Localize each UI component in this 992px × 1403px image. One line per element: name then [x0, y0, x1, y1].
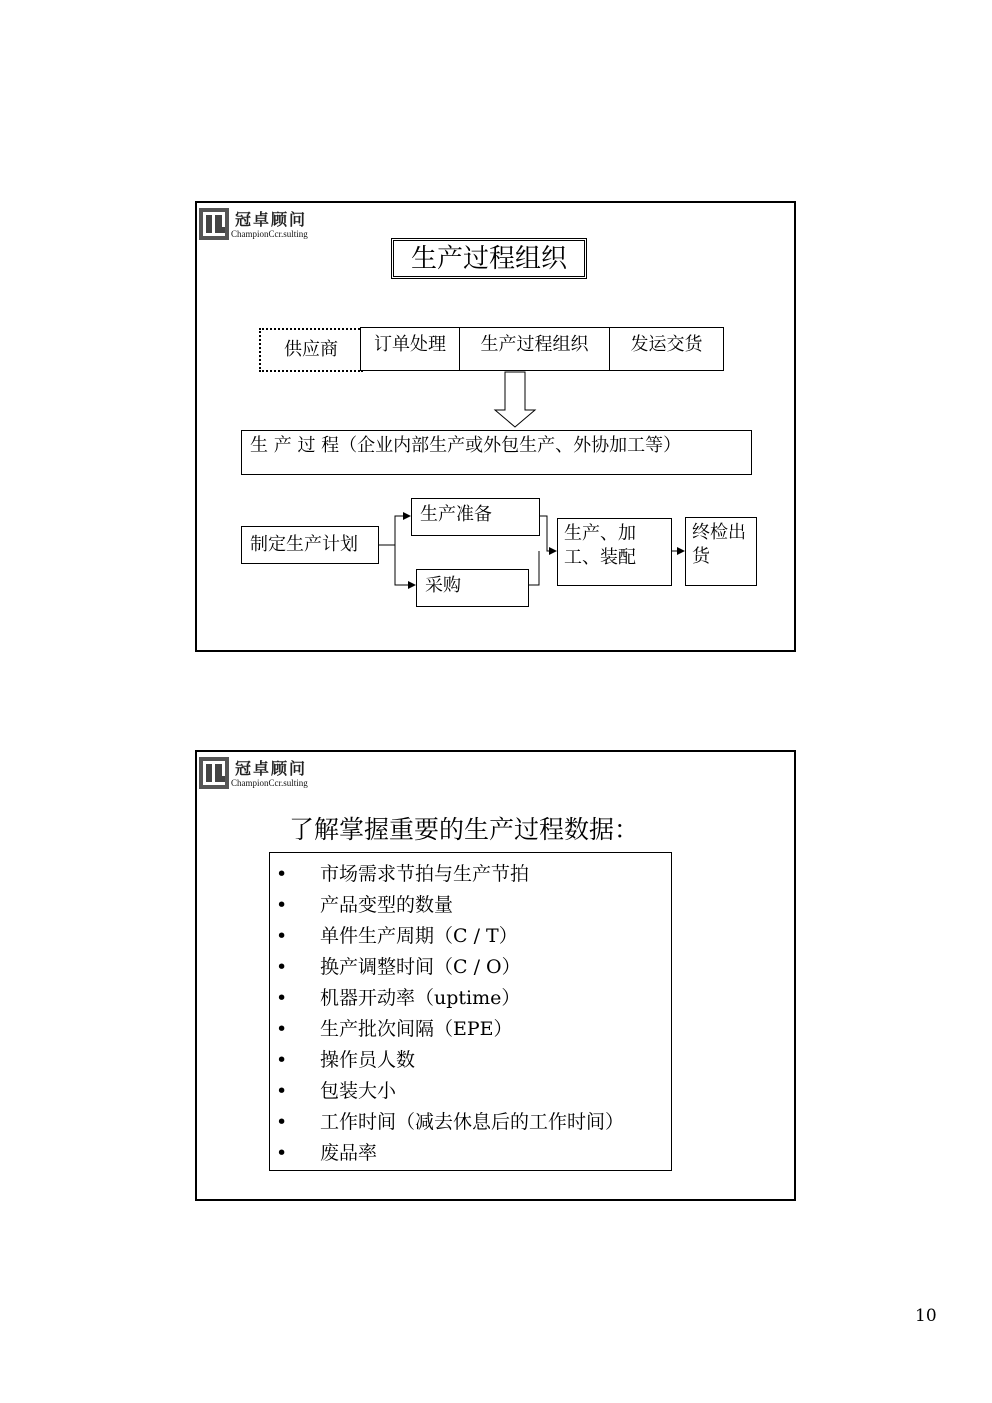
slide-production-organization — [195, 201, 796, 652]
logo-english-name: ChampionCcr.sulting — [231, 229, 308, 239]
logo-mark-icon — [199, 757, 229, 789]
list-item: • 机器开动率（uptime） — [270, 984, 671, 1012]
production-process-bar: 生 产 过 程（企业内部生产或外包生产、外协加工等） — [241, 430, 752, 475]
list-item: • 废品率 — [270, 1139, 671, 1167]
bullet-icon: • — [276, 925, 288, 947]
flow-produce-process-assemble: 生产、加工、装配 — [557, 518, 672, 586]
slide-production-data — [195, 750, 796, 1201]
bullet-icon: • — [276, 1049, 288, 1071]
list-item: • 工作时间（减去休息后的工作时间） — [270, 1108, 671, 1136]
company-logo — [199, 754, 329, 792]
company-logo — [199, 205, 329, 243]
list-item: • 单件生产周期（C / T） — [270, 922, 671, 950]
flow-make-production-plan: 制定生产计划 — [241, 526, 379, 564]
slide-title: 了解掌握重要的生产过程数据： — [289, 815, 640, 844]
list-item: • 生产批次间隔（EPE） — [270, 1015, 671, 1043]
chain-supplier: 供应商 — [259, 328, 363, 372]
logo-mark-icon — [199, 208, 229, 240]
list-item: • 包装大小 — [270, 1077, 671, 1105]
flow-production-preparation: 生产准备 — [411, 498, 540, 536]
chain-order-processing: 订单处理 — [360, 327, 460, 371]
bullet-icon: • — [276, 863, 288, 885]
flow-purchasing: 采购 — [416, 569, 529, 607]
logo-chinese-name: 冠卓顾问 — [235, 210, 308, 229]
list-item: • 产品变型的数量 — [270, 891, 671, 919]
bullet-icon: • — [276, 1080, 288, 1102]
logo-chinese-name: 冠卓顾问 — [235, 759, 308, 778]
list-item: • 操作员人数 — [270, 1046, 671, 1074]
bullet-icon: • — [276, 894, 288, 916]
chain-shipping-delivery: 发运交货 — [609, 327, 724, 371]
page-number: 10 — [915, 1306, 937, 1326]
bullet-icon: • — [276, 987, 288, 1009]
bullet-icon: • — [276, 1018, 288, 1040]
flow-final-inspection-shipment: 终检出货 — [685, 517, 757, 586]
bullet-icon: • — [276, 1111, 288, 1133]
list-item: • 换产调整时间（C / O） — [270, 953, 671, 981]
bullet-icon: • — [276, 956, 288, 978]
slide-title: 生产过程组织 — [391, 238, 587, 279]
list-item: • 市场需求节拍与生产节拍 — [270, 860, 671, 888]
chain-production-organization: 生产过程组织 — [459, 327, 610, 371]
bullet-icon: • — [276, 1142, 288, 1164]
logo-english-name: ChampionCcr.sulting — [231, 778, 308, 788]
production-data-list — [269, 852, 672, 1171]
